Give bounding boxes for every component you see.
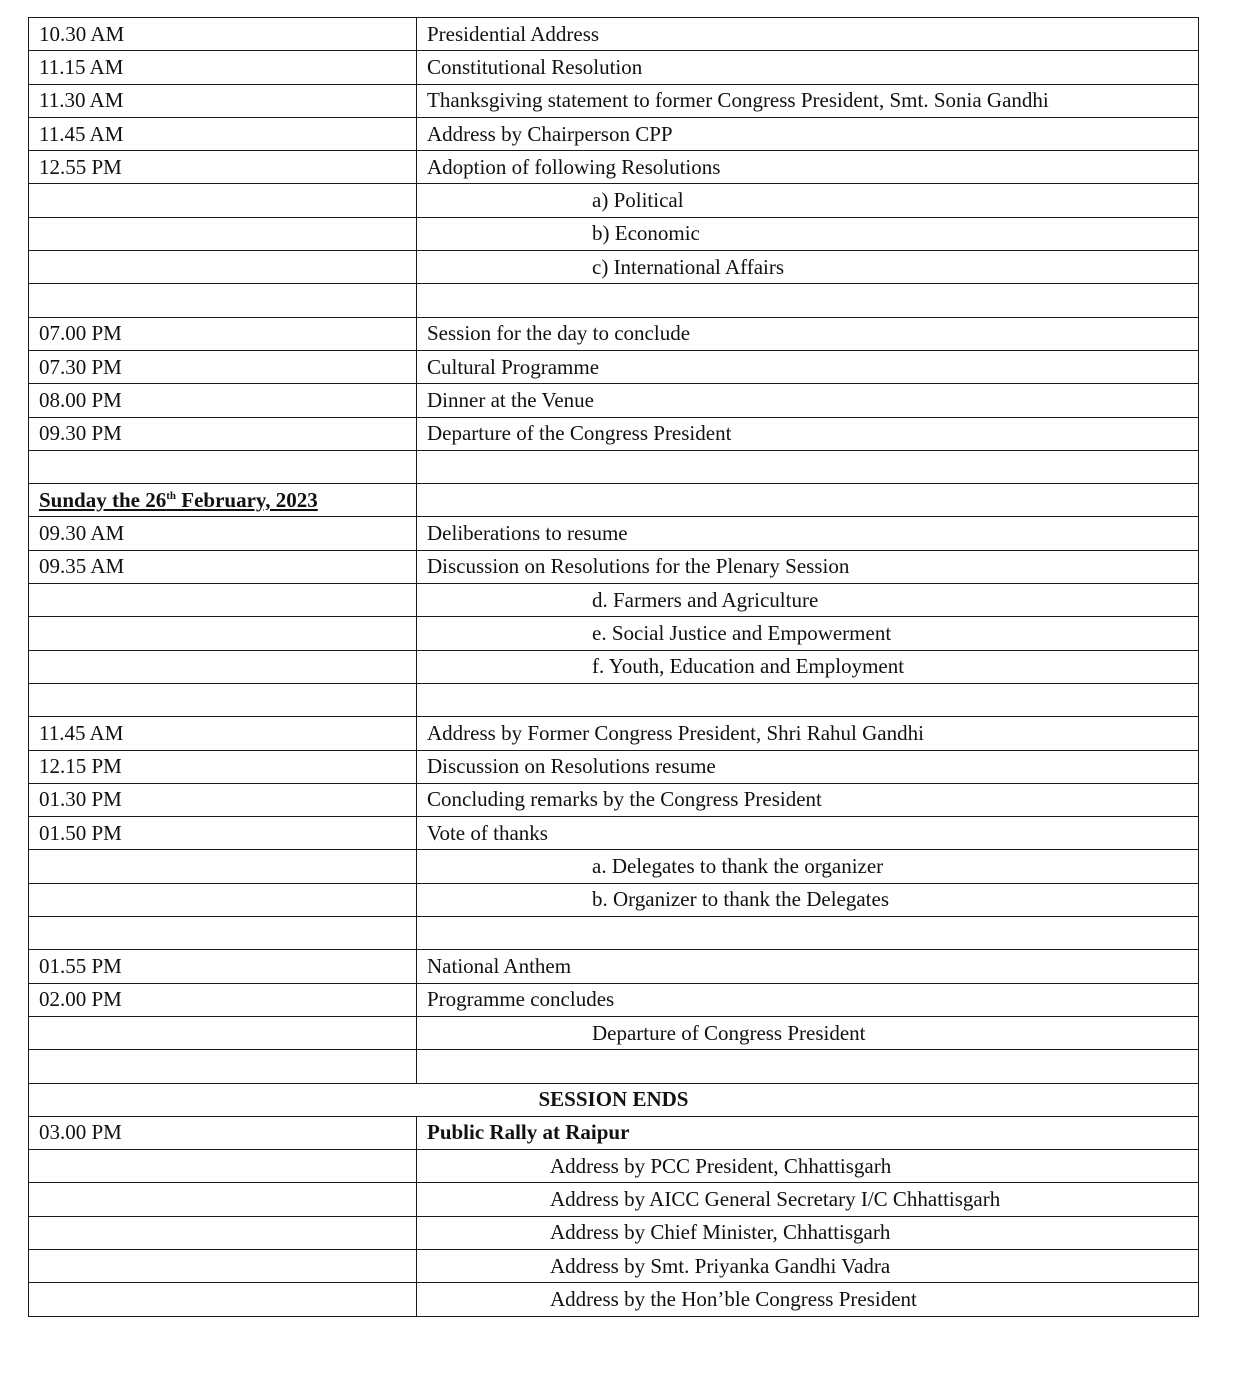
table-row bbox=[29, 717, 1199, 750]
table-row bbox=[29, 184, 1199, 217]
event-cell: Programme concludes bbox=[417, 983, 1199, 1016]
time-cell: 07.30 PM bbox=[29, 350, 417, 383]
table-row bbox=[29, 1183, 1199, 1216]
time-cell: 08.00 PM bbox=[29, 384, 417, 417]
time-cell: 03.00 PM bbox=[29, 1116, 417, 1149]
table-row bbox=[29, 517, 1199, 550]
rally-title: Public Rally at Raipur bbox=[417, 1116, 1199, 1149]
table-row bbox=[29, 584, 1199, 617]
table-row bbox=[29, 151, 1199, 184]
time-cell: 12.15 PM bbox=[29, 750, 417, 783]
event-cell: Deliberations to resume bbox=[417, 517, 1199, 550]
event-cell: Discussion on Resolutions for the Plenary Session bbox=[417, 550, 1199, 583]
event-cell: Cultural Programme bbox=[417, 350, 1199, 383]
table-row bbox=[29, 251, 1199, 284]
event-cell: Address by Former Congress President, Shri Rahul Gandhi bbox=[417, 717, 1199, 750]
rally-address-item: Address by Smt. Priyanka Gandhi Vadra bbox=[417, 1249, 1199, 1282]
table-row bbox=[29, 617, 1199, 650]
day-heading: Sunday the 26th February, 2023 bbox=[29, 484, 417, 517]
time-cell: 11.30 AM bbox=[29, 84, 417, 117]
time-cell: 07.00 PM bbox=[29, 317, 417, 350]
table-row bbox=[29, 1116, 1199, 1149]
resolution-item: d. Farmers and Agriculture bbox=[417, 584, 1199, 617]
blank-row bbox=[29, 450, 1199, 483]
time-cell: 02.00 PM bbox=[29, 983, 417, 1016]
time-cell: 01.55 PM bbox=[29, 950, 417, 983]
time-cell: 10.30 AM bbox=[29, 18, 417, 51]
resolution-item: f. Youth, Education and Employment bbox=[417, 650, 1199, 683]
time-cell: 01.30 PM bbox=[29, 783, 417, 816]
table-row bbox=[29, 550, 1199, 583]
table-row bbox=[29, 1216, 1199, 1249]
event-cell: Adoption of following Resolutions bbox=[417, 151, 1199, 184]
departure-item: Departure of Congress President bbox=[417, 1016, 1199, 1049]
event-cell: Thanksgiving statement to former Congress President, Smt. Sonia Gandhi bbox=[417, 84, 1199, 117]
table-row bbox=[29, 750, 1199, 783]
time-cell: 12.55 PM bbox=[29, 151, 417, 184]
table-row bbox=[29, 983, 1199, 1016]
event-cell: National Anthem bbox=[417, 950, 1199, 983]
time-cell: 01.50 PM bbox=[29, 817, 417, 850]
table-row bbox=[29, 217, 1199, 250]
event-cell: Dinner at the Venue bbox=[417, 384, 1199, 417]
event-cell: Address by Chairperson CPP bbox=[417, 117, 1199, 150]
table-row bbox=[29, 417, 1199, 450]
rally-address-item: Address by the Hon’ble Congress President bbox=[417, 1283, 1199, 1316]
rally-address-item: Address by AICC General Secretary I/C Chhattisgarh bbox=[417, 1183, 1199, 1216]
table-row bbox=[29, 384, 1199, 417]
time-cell: 09.30 PM bbox=[29, 417, 417, 450]
table-row bbox=[29, 950, 1199, 983]
schedule-table bbox=[28, 17, 1199, 1317]
table-row bbox=[29, 1083, 1199, 1116]
table-row bbox=[29, 1016, 1199, 1049]
thanks-item: a. Delegates to thank the organizer bbox=[417, 850, 1199, 883]
table-row bbox=[29, 84, 1199, 117]
rally-address-item: Address by Chief Minister, Chhattisgarh bbox=[417, 1216, 1199, 1249]
time-cell: 11.15 AM bbox=[29, 51, 417, 84]
session-ends-heading: SESSION ENDS bbox=[29, 1083, 1199, 1116]
blank-row bbox=[29, 683, 1199, 716]
blank-row bbox=[29, 1050, 1199, 1083]
event-cell: Presidential Address bbox=[417, 18, 1199, 51]
resolution-item: e. Social Justice and Empowerment bbox=[417, 617, 1199, 650]
table-row bbox=[29, 883, 1199, 916]
table-row bbox=[29, 650, 1199, 683]
table-row bbox=[29, 117, 1199, 150]
time-cell: 11.45 AM bbox=[29, 117, 417, 150]
time-cell: 09.35 AM bbox=[29, 550, 417, 583]
table-row bbox=[29, 18, 1199, 51]
table-row bbox=[29, 51, 1199, 84]
table-row bbox=[29, 1283, 1199, 1316]
blank-row bbox=[29, 284, 1199, 317]
table-row bbox=[29, 484, 1199, 517]
table-row bbox=[29, 1150, 1199, 1183]
event-cell: Concluding remarks by the Congress President bbox=[417, 783, 1199, 816]
thanks-item: b. Organizer to thank the Delegates bbox=[417, 883, 1199, 916]
event-cell: Vote of thanks bbox=[417, 817, 1199, 850]
event-cell: Departure of the Congress President bbox=[417, 417, 1199, 450]
rally-address-item: Address by PCC President, Chhattisgarh bbox=[417, 1150, 1199, 1183]
table-row bbox=[29, 1249, 1199, 1282]
table-row bbox=[29, 350, 1199, 383]
table-row bbox=[29, 817, 1199, 850]
resolution-item: a) Political bbox=[417, 184, 1199, 217]
blank-row bbox=[29, 917, 1199, 950]
table-row bbox=[29, 850, 1199, 883]
table-row bbox=[29, 783, 1199, 816]
event-cell: Session for the day to conclude bbox=[417, 317, 1199, 350]
event-cell: Discussion on Resolutions resume bbox=[417, 750, 1199, 783]
table-row bbox=[29, 317, 1199, 350]
resolution-item: b) Economic bbox=[417, 217, 1199, 250]
time-cell: 09.30 AM bbox=[29, 517, 417, 550]
resolution-item: c) International Affairs bbox=[417, 251, 1199, 284]
time-cell: 11.45 AM bbox=[29, 717, 417, 750]
event-cell: Constitutional Resolution bbox=[417, 51, 1199, 84]
